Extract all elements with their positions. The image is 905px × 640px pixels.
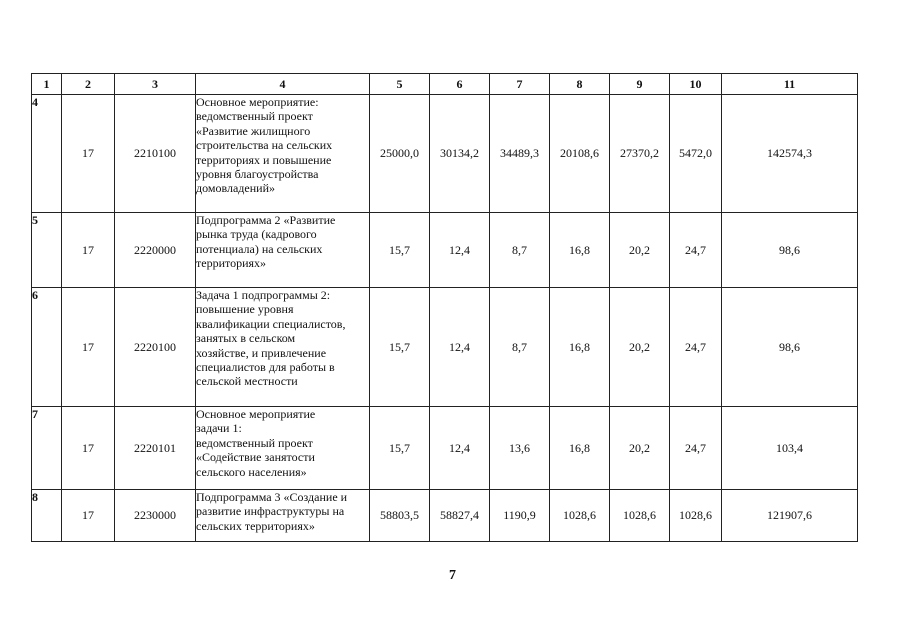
value-cell: 12,4: [430, 407, 490, 490]
value-cell: 15,7: [370, 213, 430, 288]
value-cell: 1028,6: [550, 490, 610, 542]
value-cell: 1028,6: [670, 490, 722, 542]
value-cell: 27370,2: [610, 95, 670, 213]
header-cell: 2: [62, 74, 115, 95]
name-cell: Подпрограмма 3 «Создание и развитие инфраструктуры на сельских территориях»: [196, 490, 370, 542]
kbk-cell: 2210100: [115, 95, 196, 213]
kbk-cell: 2220101: [115, 407, 196, 490]
value-cell: 15,7: [370, 407, 430, 490]
value-cell: 24,7: [670, 288, 722, 407]
kbk-cell: 2230000: [115, 490, 196, 542]
value-cell: 24,7: [670, 213, 722, 288]
code-cell: 17: [62, 407, 115, 490]
code-cell: 17: [62, 213, 115, 288]
value-cell: 20,2: [610, 407, 670, 490]
value-cell: 8,7: [490, 213, 550, 288]
value-cell: 25000,0: [370, 95, 430, 213]
value-cell: 13,6: [490, 407, 550, 490]
table-row: [32, 407, 858, 490]
value-cell: 16,8: [550, 213, 610, 288]
header-cell: 8: [550, 74, 610, 95]
name-cell: Основное мероприятие задачи 1: ведомственный проект «Содействие занятости сельского населения»: [196, 407, 370, 490]
value-cell: 20108,6: [550, 95, 610, 213]
value-cell: 16,8: [550, 288, 610, 407]
value-cell: 24,7: [670, 407, 722, 490]
value-cell: 1190,9: [490, 490, 550, 542]
total-cell: 142574,3: [722, 95, 858, 213]
value-cell: 12,4: [430, 288, 490, 407]
header-cell: 1: [32, 74, 62, 95]
header-cell: 6: [430, 74, 490, 95]
total-cell: 121907,6: [722, 490, 858, 542]
row-number: 5: [32, 213, 62, 288]
table-row: [32, 213, 858, 288]
value-cell: 34489,3: [490, 95, 550, 213]
total-cell: 98,6: [722, 213, 858, 288]
value-cell: 5472,0: [670, 95, 722, 213]
header-cell: 10: [670, 74, 722, 95]
value-cell: 20,2: [610, 288, 670, 407]
value-cell: 15,7: [370, 288, 430, 407]
table-row: [32, 490, 858, 542]
header-cell: 4: [196, 74, 370, 95]
value-cell: 30134,2: [430, 95, 490, 213]
name-cell: Подпрограмма 2 «Развитие рынка труда (кадрового потенциала) на сельских территориях»: [196, 213, 370, 288]
code-cell: 17: [62, 490, 115, 542]
row-number: 8: [32, 490, 62, 542]
kbk-cell: 2220100: [115, 288, 196, 407]
value-cell: 8,7: [490, 288, 550, 407]
header-cell: 3: [115, 74, 196, 95]
name-cell: Основное мероприятие: ведомственный проект «Развитие жилищного строительства на сельских территориях и повышение уровня благоустройства домовладений»: [196, 95, 370, 213]
row-number: 4: [32, 95, 62, 213]
value-cell: 58803,5: [370, 490, 430, 542]
value-cell: 16,8: [550, 407, 610, 490]
header-cell: 11: [722, 74, 858, 95]
kbk-cell: 2220000: [115, 213, 196, 288]
table-row: [32, 95, 858, 213]
code-cell: 17: [62, 95, 115, 213]
page-number: 7: [449, 568, 456, 583]
row-number: 6: [32, 288, 62, 407]
value-cell: 20,2: [610, 213, 670, 288]
header-cell: 5: [370, 74, 430, 95]
code-cell: 17: [62, 288, 115, 407]
header-row: [32, 74, 858, 95]
total-cell: 98,6: [722, 288, 858, 407]
row-number: 7: [32, 407, 62, 490]
budget-table: [31, 73, 858, 542]
header-cell: 9: [610, 74, 670, 95]
value-cell: 1028,6: [610, 490, 670, 542]
value-cell: 12,4: [430, 213, 490, 288]
name-cell: Задача 1 подпрограммы 2: повышение уровня квалификации специалистов, занятых в сельском хозяйстве, и привлечение специалистов для работы в сельской местности: [196, 288, 370, 407]
table-row: [32, 288, 858, 407]
header-cell: 7: [490, 74, 550, 95]
total-cell: 103,4: [722, 407, 858, 490]
value-cell: 58827,4: [430, 490, 490, 542]
